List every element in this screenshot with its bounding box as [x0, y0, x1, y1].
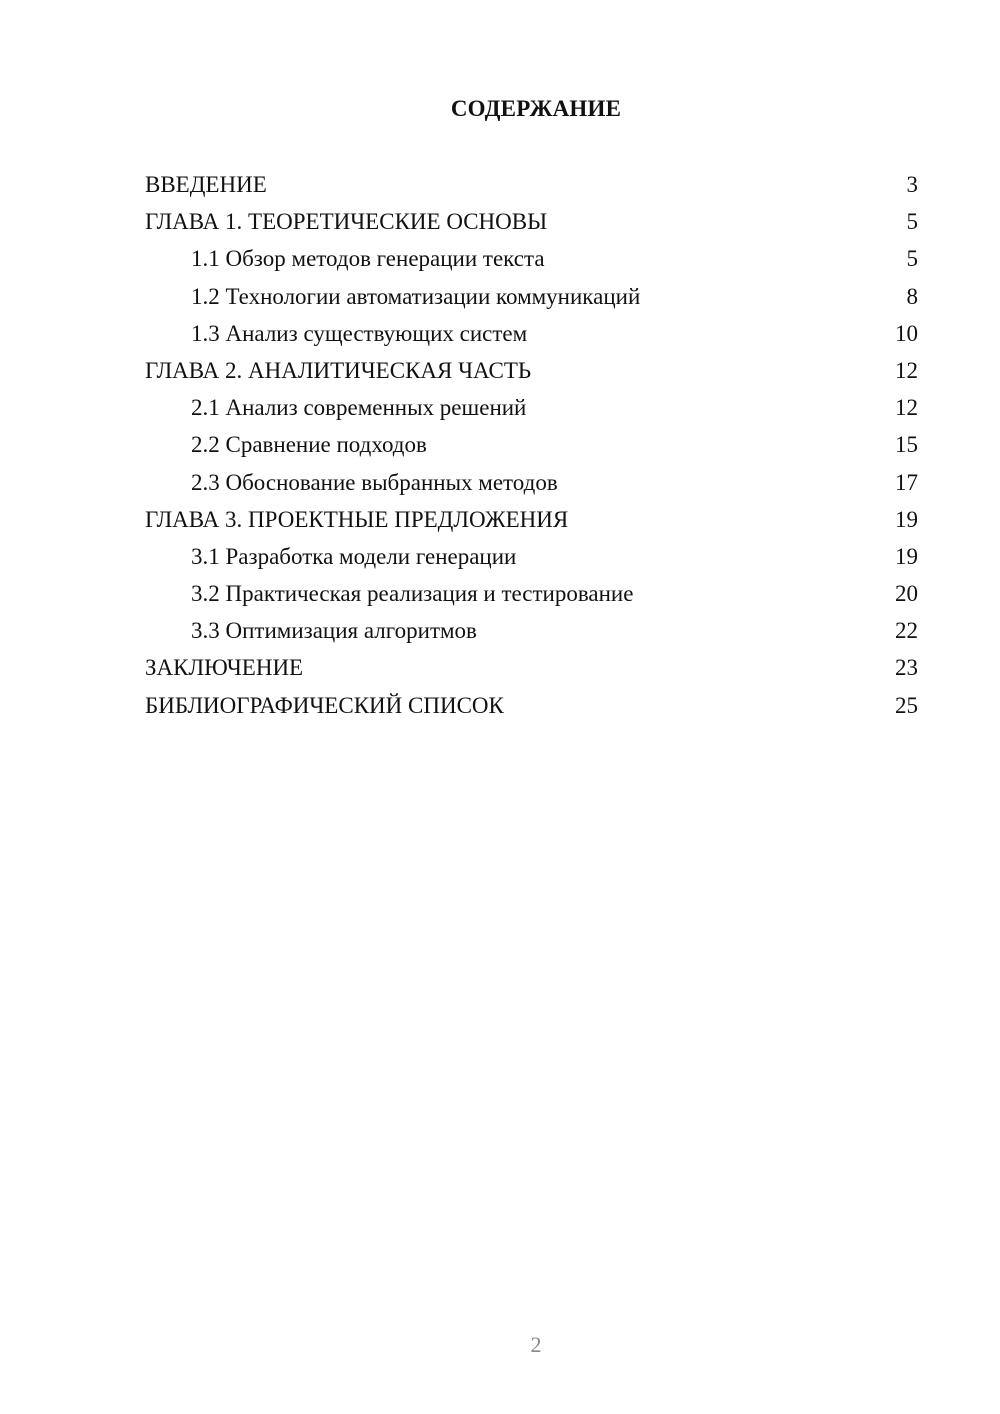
toc-entry-page: 5	[906, 209, 918, 235]
toc-entry-label: 2.1 Анализ современных решений	[191, 395, 527, 421]
toc-entry[interactable]	[145, 691, 918, 728]
toc-entry[interactable]	[145, 393, 918, 430]
page-title: СОДЕРЖАНИЕ	[450, 96, 622, 121]
toc-entry-page: 25	[895, 692, 918, 718]
table-of-contents	[145, 170, 918, 728]
toc-entry-label: БИБЛИОГРАФИЧЕСКИЙ СПИСОК	[145, 692, 504, 718]
toc-entry-label: ЗАКЛЮЧЕНИЕ	[145, 655, 304, 681]
toc-entry-label: 1.3 Анализ существующих систем	[191, 320, 528, 346]
toc-entry-page: 22	[895, 618, 918, 644]
toc-entry-label: ГЛАВА 3. ПРОЕКТНЫЕ ПРЕДЛОЖЕНИЯ	[145, 506, 569, 532]
toc-entry[interactable]	[145, 468, 918, 505]
toc-entry-label: ГЛАВА 2. АНАЛИТИЧЕСКАЯ ЧАСТЬ	[145, 357, 532, 383]
toc-entry[interactable]	[145, 430, 918, 467]
toc-entry-label: 3.3 Оптимизация алгоритмов	[191, 618, 477, 644]
toc-entry-page: 19	[895, 543, 918, 569]
toc-entry[interactable]	[145, 244, 918, 281]
toc-entry[interactable]	[145, 542, 918, 579]
toc-entry-label: ГЛАВА 1. ТЕОРЕТИЧЕСКИЕ ОСНОВЫ	[145, 209, 548, 235]
toc-entry[interactable]	[145, 505, 918, 542]
toc-entry[interactable]	[145, 579, 918, 616]
toc-entry-label: 1.2 Технологии автоматизации коммуникаций	[191, 283, 641, 309]
toc-entry-page: 12	[895, 357, 918, 383]
toc-entry[interactable]	[145, 170, 918, 207]
toc-entry[interactable]	[145, 282, 918, 319]
toc-entry-label: 2.2 Сравнение подходов	[191, 432, 427, 458]
toc-entry[interactable]	[145, 653, 918, 690]
toc-entry[interactable]	[145, 356, 918, 393]
toc-entry-page: 10	[895, 320, 918, 346]
toc-entry-label: 1.1 Обзор методов генерации текста	[191, 246, 545, 272]
toc-entry-page: 17	[895, 469, 918, 495]
toc-entry-label: 3.2 Практическая реализация и тестирование	[191, 581, 634, 607]
toc-entry[interactable]	[145, 319, 918, 356]
toc-entry-page: 15	[895, 432, 918, 458]
toc-entry[interactable]	[145, 616, 918, 653]
toc-entry-page: 19	[895, 506, 918, 532]
toc-entry[interactable]	[145, 207, 918, 244]
toc-entry-label: 2.3 Обоснование выбранных методов	[191, 469, 558, 495]
toc-entry-page: 3	[906, 172, 918, 197]
toc-entry-label: 3.1 Разработка модели генерации	[191, 543, 517, 569]
toc-entry-page: 12	[895, 395, 918, 421]
page-number: 2	[530, 1332, 542, 1357]
toc-entry-page: 5	[906, 246, 918, 272]
toc-entry-page: 8	[906, 283, 918, 309]
toc-entry-page: 20	[895, 581, 918, 607]
toc-entry-page: 23	[895, 655, 918, 681]
toc-entry-label: ВВЕДЕНИЕ	[145, 172, 267, 197]
